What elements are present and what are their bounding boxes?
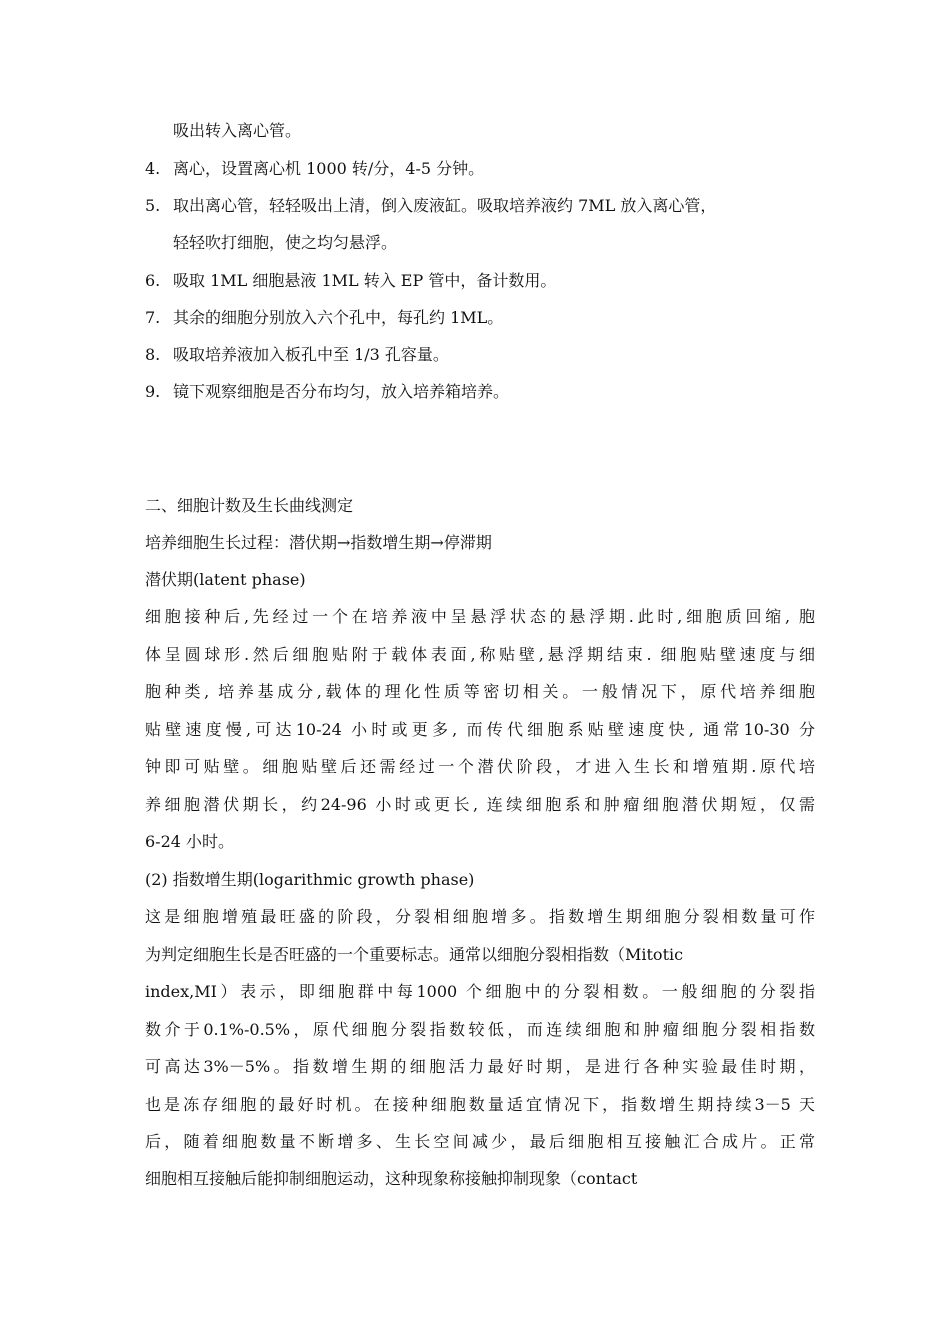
step-number: 8. [145, 345, 161, 364]
section-heading: 二、细胞计数及生长曲线测定 [145, 496, 354, 515]
list-item-step-9 [145, 382, 815, 402]
log-phase-heading: (2) 指数增生期(logarithmic growth phase) [145, 870, 475, 889]
latent-paragraph-line: 贴壁速度慢,可达10-24 小时或更多, 而传代细胞系贴壁速度快, 通常10-30 分 [145, 720, 815, 739]
log-paragraph-line: 也是冻存细胞的最好时机。在接种细胞数量适宜情况下，指数增生期持续3－5 天 [145, 1095, 815, 1114]
log-paragraph-line: 细胞相互接触后能抑制细胞运动，这种现象称接触抑制现象（contact [145, 1169, 638, 1188]
step-number: 6. [145, 271, 161, 290]
step-text: 镜下观察细胞是否分布均匀，放入培养箱培养。 [173, 382, 510, 401]
latent-paragraph-line: 体呈圆球形.然后细胞贴附于载体表面,称贴壁,悬浮期结束. 细胞贴壁速度与细 [145, 645, 815, 664]
step-text-continued: 轻轻吹打细胞，使之均匀悬浮。 [173, 233, 398, 252]
step-text: 吸取 1ML 细胞悬液 1ML 转入 EP 管中，备计数用。 [173, 271, 557, 290]
step-number: 7. [145, 308, 161, 327]
list-item-step-6 [145, 271, 815, 291]
step-number: 5. [145, 196, 161, 215]
growth-process-line: 培养细胞生长过程：潜伏期→指数增生期→停滞期 [145, 533, 492, 552]
step-number: 9. [145, 382, 161, 401]
log-paragraph-line: 为判定细胞生长是否旺盛的一个重要标志。通常以细胞分裂相指数（Mitotic [145, 945, 684, 964]
log-paragraph-line: 数介于0.1%-0.5%，原代细胞分裂指数较低，而连续细胞和肿瘤细胞分裂相指数 [145, 1020, 815, 1039]
list-item-step-4 [145, 159, 815, 179]
latent-phase-heading: 潜伏期(latent phase) [145, 570, 306, 589]
step-number: 4. [145, 159, 161, 178]
step-text: 取出离心管，轻轻吸出上清，倒入废液缸。吸取培养液约 7ML 放入离心管， [173, 196, 717, 215]
latent-paragraph-line: 6-24 小时。 [145, 832, 235, 851]
step-text: 其余的细胞分别放入六个孔中，每孔约 1ML。 [173, 308, 504, 327]
log-paragraph-line: index,MI）表示，即细胞群中每1000 个细胞中的分裂相数。一般细胞的分裂指 [145, 982, 815, 1001]
step-text: 离心，设置离心机 1000 转/分，4-5 分钟。 [173, 159, 485, 178]
list-item-step-7 [145, 308, 815, 328]
log-paragraph-line: 这是细胞增殖最旺盛的阶段，分裂相细胞增多。指数增生期细胞分裂相数量可作 [145, 907, 815, 926]
latent-paragraph-line: 养细胞潜伏期长，约24-96 小时或更长, 连续细胞系和肿瘤细胞潜伏期短，仅需 [145, 795, 815, 814]
latent-paragraph-line: 钟即可贴壁。细胞贴壁后还需经过一个潜伏阶段，才进入生长和增殖期.原代培 [145, 757, 815, 776]
list-item-step-5 [145, 196, 815, 256]
latent-paragraph-line: 胞种类, 培养基成分,载体的理化性质等密切相关。一般情况下，原代培养细胞 [145, 682, 815, 701]
log-paragraph-line: 可高达3%－5%。指数增生期的细胞活力最好时期，是进行各种实验最佳时期， [145, 1057, 815, 1076]
step-continuation-line: 吸出转入离心管。 [173, 121, 302, 140]
list-item-step-8 [145, 345, 815, 365]
log-paragraph-line: 后，随着细胞数量不断增多、生长空间减少，最后细胞相互接触汇合成片。正常 [145, 1132, 815, 1151]
latent-paragraph-line: 细胞接种后,先经过一个在培养液中呈悬浮状态的悬浮期.此时,细胞质回缩, 胞 [145, 607, 815, 626]
step-text: 吸取培养液加入板孔中至 1/3 孔容量。 [173, 345, 449, 364]
